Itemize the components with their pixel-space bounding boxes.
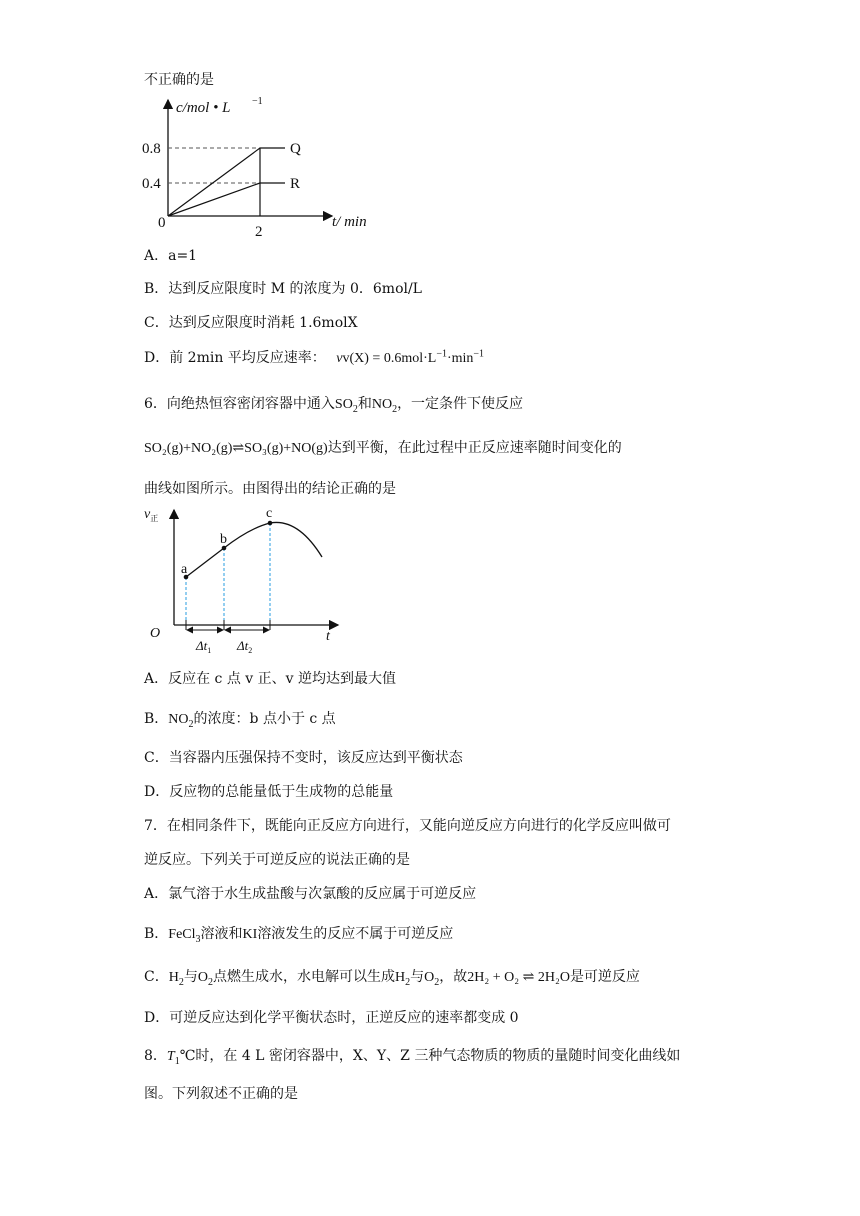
concentration-time-figure [140, 94, 390, 244]
option-c: C．达到反应限度时消耗 1.6molX [144, 315, 358, 331]
reaction-equation: SO₂(g)+NO₂(g)⇌SO₃(g)+NO(g) [144, 441, 328, 456]
q6-option-a: A．反应在 c 点 v 正、v 逆均达到最大值 [144, 671, 397, 687]
x-tick-label: 2 [255, 224, 263, 240]
q8-stem-line2: 图。下列叙述不正确的是 [144, 1086, 298, 1102]
rate-time-figure [140, 504, 360, 654]
curve-q [168, 148, 260, 216]
option-a: A．a=1 [144, 248, 198, 264]
q7-option-c: C．$H_2$与$O_2$点燃生成水，水电解可以生成$H_2$与$O_2$，故2H₂ + O₂ ⇌ 2H₂O是可逆反应 [144, 969, 640, 988]
interval-label-1: $\Delta t_1$ [196, 638, 212, 654]
curve-r [168, 183, 260, 216]
q6-option-d: D．反应物的总能量低于生成物的总能量 [144, 784, 394, 800]
q8-stem-line1: 8．$T_1℃$时，在 4 L 密闭容器中，X、Y、Z 三种气态物质的物质的量随时间变化曲线如 [144, 1048, 681, 1067]
point-label-a: a [181, 562, 188, 577]
interval-label-2: $\Delta t_2$ [237, 638, 253, 654]
point-label-b: b [220, 532, 227, 547]
y-axis-label-exponent: −1 [252, 96, 263, 107]
y-tick-label: 0.8 [142, 141, 161, 157]
origin-label: O [150, 626, 161, 641]
q7-stem-line2: 逆反应。下列关于可逆反应的说法正确的是 [144, 852, 410, 868]
q6-stem-line3: 曲线如图所示。由图得出的结论正确的是 [144, 481, 396, 497]
rate-curve [186, 522, 322, 577]
q6-stem-line1: 6．向绝热恒容密闭容器中通入$SO_2$和$NO_2$，一定条件下使反应 [144, 396, 524, 415]
x-axis-label: t [326, 629, 330, 644]
water-equation: 2H₂ + O₂ ⇌ 2H₂O [467, 970, 570, 985]
point-label-c: c [266, 506, 273, 521]
origin-label: 0 [158, 215, 166, 231]
q7-option-b: B．FeCl$_3$溶液和KI溶液发生的反应不属于可逆反应 [144, 926, 454, 945]
y-axis-label: c/mol • L [176, 100, 231, 116]
curve-label-q: Q [290, 141, 301, 157]
curve-label-r: R [290, 176, 301, 192]
q7-option-d: D．可逆反应达到化学平衡状态时，正逆反应的速率都变成 0 [144, 1010, 519, 1026]
point-c [268, 521, 273, 526]
rate-formula: $vv(X) = 0.6mol\cdot L^{-1}\cdot\min^{-1}$ [336, 348, 485, 366]
x-axis-label: t/ min [332, 214, 367, 230]
option-b: B．达到反应限度时 M 的浓度为 0．6mol/L [144, 281, 422, 297]
q6-option-c: C．当容器内压强保持不变时，该反应达到平衡状态 [144, 750, 463, 766]
q7-stem-line1: 7．在相同条件下，既能向正反应方向进行，又能向逆反应方向进行的化学反应叫做可 [144, 818, 671, 834]
y-tick-label: 0.4 [142, 176, 161, 192]
q6-option-b: B．$NO_2$的浓度：b 点小于 c 点 [144, 711, 336, 730]
question-fragment: 不正确的是 [144, 72, 214, 88]
option-d: D．前 2min 平均反应速率： $vv(X) = 0.6mol\cdot L^{-1}\cdot\min^{-1}$ [144, 348, 485, 366]
y-axis-label: $v_正$ [144, 507, 159, 523]
q6-stem-line2: SO₂(g)+NO₂(g)⇌SO₃(g)+NO(g)达到平衡，在此过程中正反应速率随时间变化的 [144, 440, 622, 456]
q7-option-a: A．氯气溶于水生成盐酸与次氯酸的反应属于可逆反应 [144, 886, 477, 902]
